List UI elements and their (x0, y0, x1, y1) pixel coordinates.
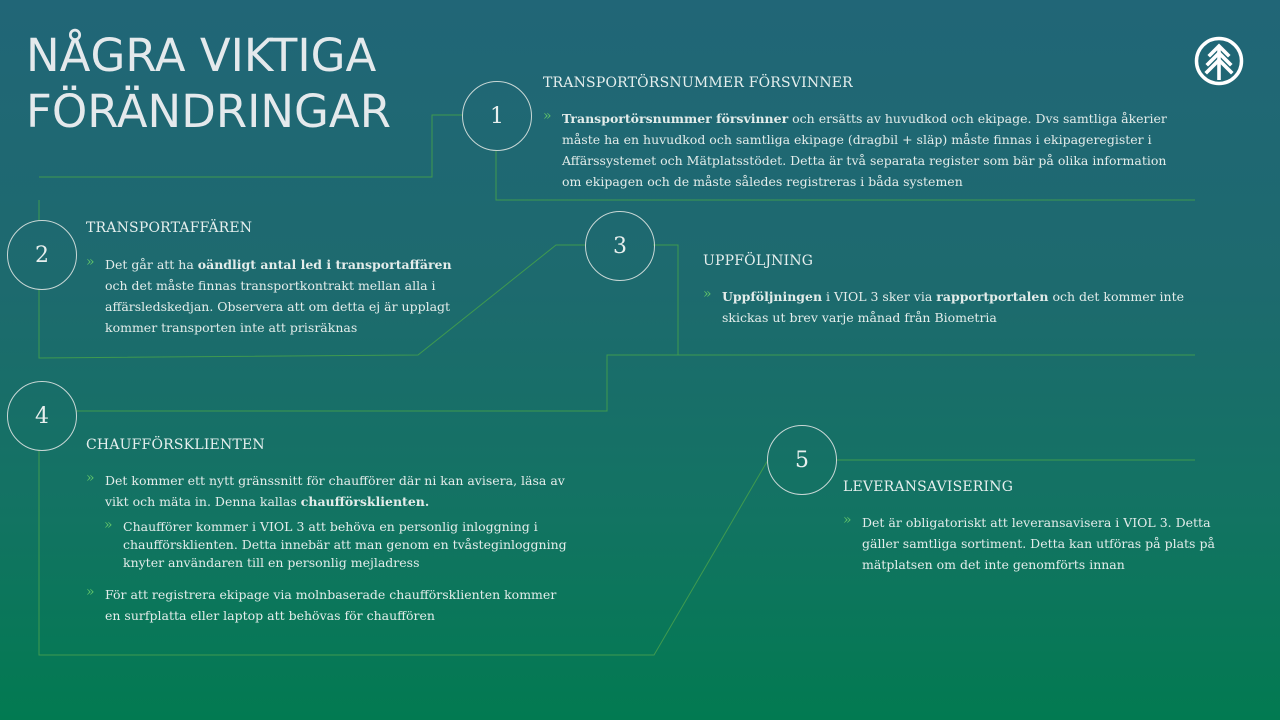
section-3-bullets (703, 286, 1188, 334)
list-item: » Uppföljningen i VIOL 3 sker via rapportportalen och det kommer inte skickas ut brev varje månad från Biometria (703, 286, 1188, 328)
section-title-3: UPPFÖLJNING (703, 253, 814, 269)
list-item: » Det är obligatoriskt att leveransavisera i VIOL 3. Detta gäller samtliga sortiment. Detta kan utföras på plats på mätplatsen om det inte genomförts innan (843, 512, 1223, 575)
section-title-1: TRANSPORTÖRSNUMMER FÖRSVINNER (543, 75, 853, 91)
list-item: » Det kommer ett nytt gränssnitt för chaufförer där ni kan avisera, läsa av vikt och mäta in. Denna kallas chaufförsklienten. (86, 470, 574, 512)
step-circle-5: 5 (767, 425, 837, 495)
section-title-5: LEVERANSAVISERING (843, 479, 1014, 495)
step-circle-3: 3 (585, 211, 655, 281)
step-circle-2: 2 (7, 220, 77, 290)
section-1-bullets (543, 108, 1168, 198)
section-title-2: TRANSPORTAFFÄREN (86, 220, 253, 236)
section-title-4: CHAUFFÖRSKLIENTEN (86, 437, 265, 453)
list-item: » För att registrera ekipage via molnbaserade chaufförsklienten kommer en surfplatta eller laptop att behövas för chauffören (86, 584, 574, 626)
page-title: NÅGRA VIKTIGA FÖRÄNDRINGAR (26, 29, 391, 138)
section-4-bullets (86, 470, 574, 632)
section-2-bullets (86, 254, 478, 344)
list-item: » Det går att ha oändligt antal led i transportaffären och det måste finnas transportkontrakt mellan alla i affärsledskedjan. Observera att om detta ej är upplagt kommer transporten inte att prisräknas (86, 254, 478, 338)
section-5-bullets (843, 512, 1223, 581)
step-circle-1: 1 (462, 81, 532, 151)
step-circle-4: 4 (7, 381, 77, 451)
list-item: » Chaufförer kommer i VIOL 3 att behöva en personlig inloggning i chaufförsklienten. Detta innebär att man genom en tvåsteginloggning knyter användaren till en personlig mejladress (104, 518, 574, 572)
list-item: » Transportörsnummer försvinner och ersätts av huvudkod och ekipage. Dvs samtliga åkerier måste ha en huvudkod och samtliga ekipage (dragbil + släp) måste finnas i ekipageregister i Affärssystemet och Mätplatsstödet. Detta är två separata register som bär på olika information om ekipagen och de måste således registreras i båda systemen (543, 108, 1168, 192)
